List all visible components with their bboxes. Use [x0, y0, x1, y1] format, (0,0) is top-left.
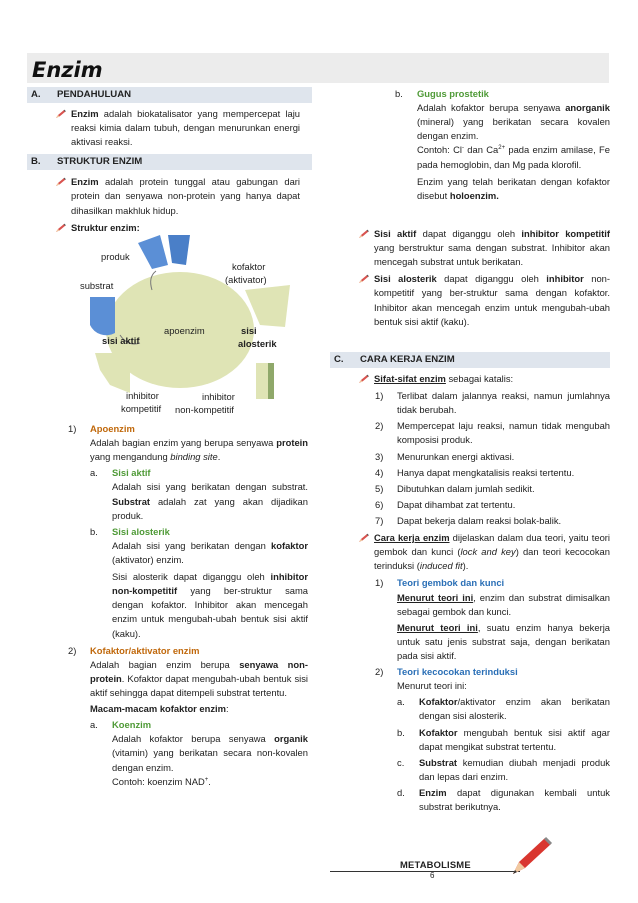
- bullet-bold: Struktur enzim:: [71, 221, 140, 233]
- section-b-number: B.: [31, 156, 41, 168]
- item-letter: b.: [395, 88, 403, 99]
- section-c-title: CARA KERJA ENZIM: [360, 354, 455, 365]
- section-c-number: C.: [334, 354, 344, 365]
- section-a-number: A.: [31, 89, 41, 100]
- item-letter: c.: [397, 756, 405, 768]
- product-shape-1: [138, 235, 168, 269]
- section-a-header: [27, 87, 312, 103]
- bullet-sifat: Sifat-sifat enzim sebagai katalis:: [358, 372, 610, 386]
- item-number: 2): [68, 644, 77, 656]
- item-letter: a.: [397, 696, 405, 708]
- item-text: dapat digunakan kembali untuk substrat berikutnya.: [419, 786, 610, 813]
- item-number: 2): [375, 666, 384, 678]
- bullet-sisi-aktif: Sisi aktif dapat diganggu oleh inhibitor kompetitif yang berstruktur sama dengan substrat. Inhibitor akan mencegah substrat untuk berikatan.: [358, 227, 610, 269]
- teori-2: [375, 665, 610, 814]
- label-inhibitor-1: inhibitor: [126, 390, 159, 401]
- item-number: 6): [375, 498, 384, 510]
- item-letter: a.: [90, 467, 98, 479]
- bullet-enzim-def: [55, 107, 300, 149]
- pencil-bullet-icon: [358, 229, 369, 239]
- item-letter: d.: [397, 786, 405, 798]
- bullet-bold: Enzim: [71, 176, 99, 188]
- title-bar: [27, 53, 609, 83]
- item-bold: Kofaktor: [419, 726, 458, 738]
- item-bold: Kofaktor: [419, 696, 458, 708]
- sisi-alosterik-heading: Sisi alosterik: [112, 525, 170, 537]
- item-text: mengubah bentuk sisi aktif agar dapat mengikat substrat tertentu.: [419, 726, 610, 752]
- bullet-cara-kerja: Cara kerja enzim dijelaskan dalam dua teori, yaitu teori gembok dan kunci (lock and key) dan teori kecocokan terinduksi (induced fit).: [358, 531, 610, 573]
- label-non-kompetitif: non-kompetitif: [175, 404, 234, 415]
- item-number: 5): [375, 482, 384, 494]
- page-number: 6: [430, 871, 435, 880]
- teori-2-p1: Menurut teori ini:: [397, 680, 467, 692]
- right-bullets: [358, 227, 610, 329]
- teori-1: [375, 576, 610, 663]
- bullet-struktur-enzim: [55, 221, 300, 235]
- label-aktivator: (aktivator): [225, 274, 267, 285]
- sifat-text: Terlibat dalam jalannya reaksi, namun jumlahnya tidak berubah.: [397, 390, 610, 416]
- apoenzim-block: [68, 422, 308, 789]
- sifat-text: Dibutuhkan dalam jumlah sedikit.: [397, 482, 535, 494]
- apo-sub-b: [90, 525, 308, 641]
- gugus-prostetik-block: [395, 87, 610, 203]
- pencil-bullet-icon: [55, 109, 66, 119]
- teori-2-heading: Teori kecocokan terinduksi: [397, 666, 518, 678]
- gugus-prostetik-contoh: Contoh: Cl- dan $Ca^{2+}$ pada enzim amilase, Fe pada hemoglobin, dan Mg pada klorofil.: [417, 144, 610, 170]
- sifat-text: Mempercepat laju reaksi, namun tidak mengubah komposisi produk.: [397, 420, 610, 446]
- pencil-bullet-icon: [55, 223, 66, 233]
- sifat-item: [375, 498, 610, 512]
- sisi-alosterik-desc-2: Sisi alosterik dapat diganggu oleh inhibitor non-kompetitif yang ber-struktur sama dengan kofaktor. Inhibitor akan mencegah enzim untuk mengubah-ubah bentuk sisi aktif (kaku).: [112, 571, 308, 639]
- sisi-alosterik-desc: Adalah sisi yang berikatan dengan kofaktor (aktivator) enzim.: [112, 539, 308, 565]
- sifat-item: [375, 482, 610, 496]
- footer-title: METABOLISME: [400, 859, 471, 870]
- apo-sub-a: [90, 466, 308, 522]
- sifat-text: Dapat bekerja dalam reaksi bolak-balik.: [397, 514, 562, 526]
- teori-1-p2: Menurut teori ini, suatu enzim hanya bekerja untuk satu jenis substrat saja, dengan berikatan pada sisi aktif.: [397, 621, 610, 661]
- kofaktor-item: [68, 644, 308, 789]
- section-c-header: [330, 352, 610, 368]
- section-c: [330, 352, 610, 814]
- item-letter: a.: [90, 719, 98, 731]
- item-text: /aktivator enzim akan berikatan dengan sisi alosterik.: [419, 696, 610, 722]
- teori-2-item: [397, 756, 610, 784]
- pencil-bullet-icon: [55, 177, 66, 187]
- sisi-aktif-heading: Sisi aktif: [112, 467, 151, 479]
- label-substrat: substrat: [80, 280, 114, 291]
- sifat-item: [375, 419, 610, 447]
- kofaktor-heading: Kofaktor/aktivator enzim: [90, 644, 200, 656]
- label-alosterik: alosterik: [238, 338, 277, 349]
- teori-2-item: [397, 786, 610, 814]
- kofaktor-desc: Adalah bagian enzim berupa senyawa non-protein. Kofaktor dapat mengubah-ubah bentuk sisi aktif sehingga dapat ditempeli substrat tertentu.: [90, 658, 308, 698]
- page-title: Enzim: [32, 58, 103, 82]
- label-produk: produk: [101, 251, 130, 262]
- sifat-item: [375, 466, 610, 480]
- pencil-icon: [505, 832, 555, 880]
- bullet-text: adalah protein tunggal atau gabungan dari protein dan senyawa non-protein yang hanya dapat dihasilkan makhluk hidup.: [71, 176, 300, 216]
- sifat-text: Hanya dapat mengkatalisis reaksi tertentu.: [397, 466, 575, 478]
- sisi-aktif-desc: Adalah sisi yang berikatan dengan substrat. Substrat adalah zat yang akan dijadikan produk.: [112, 481, 308, 521]
- item-number: 1): [375, 390, 384, 402]
- sifat-item: [375, 389, 610, 417]
- teori-1-heading: Teori gembok dan kunci: [397, 577, 505, 589]
- item-number: 2): [375, 420, 384, 432]
- bullet-bold: Enzim: [71, 108, 99, 119]
- sifat-list: [375, 389, 610, 528]
- sifat-text: Menurunkan energi aktivasi.: [397, 450, 515, 462]
- teori-2-item: [397, 695, 610, 723]
- item-bold: Substrat: [419, 756, 458, 768]
- bullet-sisi-alosterik: Sisi alosterik dapat diganggu oleh inhibitor non-kompetitif yang ber-struktur sama dengan kofaktor. Inhibitor akan mencegah enzim untuk mengubah-ubah bentuk sisi aktif (kaku).: [358, 272, 610, 328]
- label-inhibitor-2: inhibitor: [202, 391, 235, 402]
- holoenzim-note: Enzim yang telah berikatan dengan kofaktor disebut holoenzim.: [417, 175, 610, 201]
- koenzim-desc: Adalah kofaktor berupa senyawa organik (vitamin) yang berikatan secara non-kovalen dengan enzim.: [112, 733, 308, 773]
- item-letter: b.: [397, 726, 405, 738]
- item-text: kemudian diubah menjadi produk dan lepas dari enzim.: [419, 756, 610, 782]
- substrate-shape: [90, 297, 115, 335]
- sifat-item: [375, 514, 610, 528]
- teori-2-list: [397, 695, 610, 814]
- teori-2-item: [397, 726, 610, 754]
- apoenzim-item: [68, 422, 308, 641]
- label-sisi-aktif: sisi aktif: [102, 335, 140, 346]
- gugus-prostetik-heading: Gugus prostetik: [417, 88, 489, 99]
- section-a-title: PENDAHULUAN: [57, 89, 132, 100]
- apoenzim-desc: Adalah bagian enzim yang berupa senyawa protein yang mengandung binding site.: [90, 437, 308, 463]
- section-b-title: STRUKTUR ENZIM: [57, 156, 143, 168]
- koenzim-contoh: Contoh: koenzim NAD+.: [112, 775, 211, 787]
- item-number: 1): [68, 423, 77, 434]
- label-sisi: sisi: [241, 325, 257, 336]
- product-shape-2: [168, 235, 190, 265]
- bullet-text: adalah biokatalisator yang mempercepat laju reaksi kimia dalam tubuh, dengan menurunkan energi aktivasi reaksi.: [71, 108, 300, 148]
- pencil-bullet-icon: [358, 274, 369, 284]
- item-number: 7): [375, 514, 384, 526]
- label-kofaktor: kofaktor: [232, 261, 266, 272]
- noncompetitive-inhibitor-stripe: [268, 363, 274, 399]
- section-b-header: [27, 154, 312, 170]
- kofaktor-macam: Macam-macam kofaktor enzim:: [90, 703, 229, 715]
- teori-1-p1: Menurut teori ini, enzim dan substrat dimisalkan sebagai gembok dan kunci.: [397, 591, 610, 617]
- kof-sub-a: [90, 718, 308, 789]
- item-number: 1): [375, 577, 384, 589]
- sifat-item: [375, 450, 610, 464]
- gugus-prostetik-desc: Adalah kofaktor berupa senyawa anorganik (mineral) yang berikatan secara kovalen dengan enzim.: [417, 102, 610, 142]
- kof-sub-b: [395, 87, 610, 172]
- item-number: 4): [375, 466, 384, 478]
- pencil-bullet-icon: [358, 533, 369, 543]
- item-letter: b.: [90, 525, 98, 537]
- left-column: [27, 87, 312, 235]
- item-bold: Enzim: [419, 786, 447, 798]
- koenzim-heading: Koenzim: [112, 719, 152, 731]
- label-apoenzim: apoenzim: [164, 325, 205, 336]
- apoenzim-heading: Apoenzim: [90, 423, 135, 434]
- pencil-bullet-icon: [358, 374, 369, 384]
- sifat-text: Dapat dihambat zat tertentu.: [397, 498, 516, 510]
- bullet-struktur-def: [55, 175, 300, 217]
- competitive-inhibitor-shape: [95, 353, 130, 393]
- label-kompetitif: kompetitif: [121, 403, 162, 414]
- item-number: 3): [375, 450, 384, 462]
